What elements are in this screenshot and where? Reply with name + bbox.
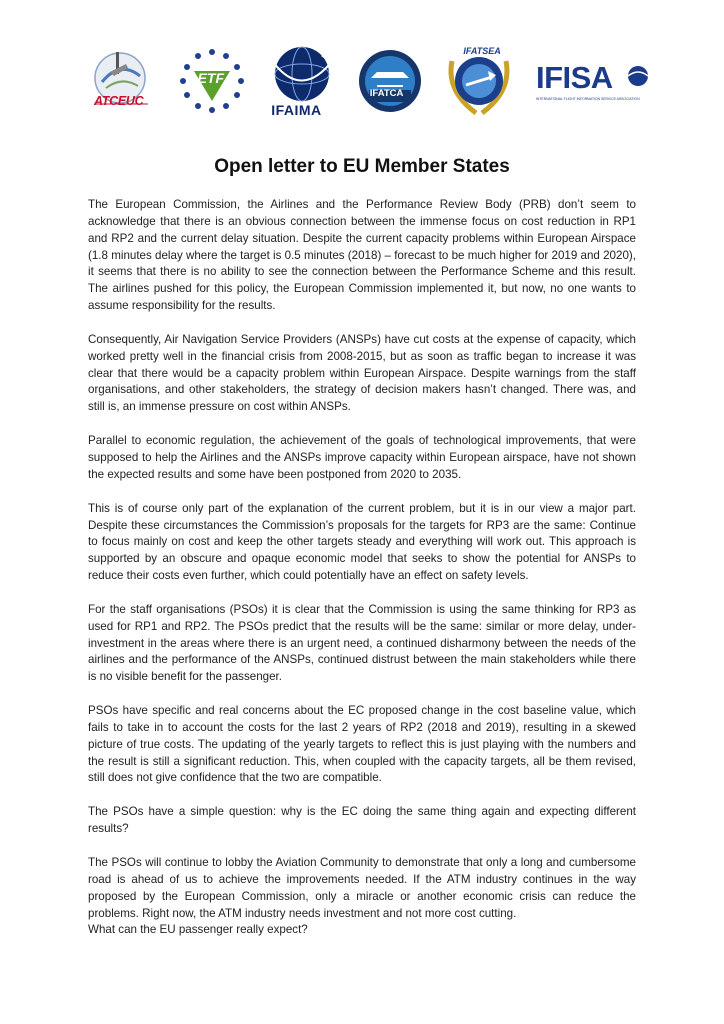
ifatca-logo bbox=[357, 42, 423, 120]
paragraph-6: PSOs have specific and real concerns about the EC proposed change in the cost baseline value, which fails to take in to account the costs for the last 2 years of RP2 (2018 and 2019), resulting in a skewed picture of true costs. The updating of the yearly targets to reflect this is just playing with the numbers and the result is still a significant reduction. This, when coupled with the capacity targets, all be them revised, still does not give confidence that the two are compatible. bbox=[88, 704, 636, 785]
atceuc-wordmark: ATCEUC bbox=[94, 94, 144, 108]
paragraph-1: The European Commission, the Airlines and the Performance Review Body (PRB) don’t seem to acknowledge that there is an obvious connection between the immense focus on cost reduction in RP1 and RP2 and the current delay situation. Despite the current capacity problems within European Airspace (1.8 minutes delay where the target is 0.5 minutes (2018) – forecast to be much higher for 2019 and 2020), it seems that there is no ability to see the connection between the Performance Scheme and this result. The airlines pushed for this policy, the European Commission implemented it, but now, no one wants to assume responsibility for the results. bbox=[88, 198, 636, 313]
atceuc-emblem-icon bbox=[88, 42, 158, 120]
etf-logo bbox=[176, 42, 248, 120]
ifaima-logo bbox=[265, 42, 339, 120]
paragraph-7: The PSOs have a simple question: why is the EC doing the same thing again and expecting different results? bbox=[88, 805, 636, 836]
page-title: Open letter to EU Member States bbox=[214, 156, 510, 177]
paragraph-9: What can the EU passenger really expect? bbox=[88, 923, 308, 937]
ifisa-globe-icon bbox=[626, 64, 650, 88]
paragraph-2: Consequently, Air Navigation Service Providers (ANSPs) have cut costs at the expense of capacity, which worked pretty well in the financial crisis from 2008-2015, but as soon as traffic began to increase it was clear that there would be a capacity problem within European Airspace. Despite warnings from the staff organisations, and other stakeholders, the strategy of decision makers hasn’t changed. There was, and still is, an immense pressure on cost within ANSPs. bbox=[88, 332, 636, 414]
ifisa-tagline: INTERNATIONAL FLIGHT INFORMATION SERVICE ASSOCIATION bbox=[535, 97, 640, 101]
logo-row bbox=[88, 40, 648, 122]
etf-wordmark: ETF bbox=[197, 70, 225, 86]
paragraph-5: For the staff organisations (PSOs) it is clear that the Commission is using the same thinking for RP3 as used for RP1 and RP2. The PSOs predict that the results will be the same: similar or more delay, under-investment in the areas where there is an urgent need, a continued disharmony between the needs of the airlines and the performance of the ANSPs, continued distrust between the main stakeholders while there is no visible benefit for the passenger. bbox=[88, 602, 636, 684]
ifisa-logo bbox=[536, 42, 648, 120]
atceuc-logo bbox=[88, 42, 158, 120]
letter-body bbox=[88, 197, 636, 956]
ifatsea-wordmark: IFATSEA bbox=[463, 46, 501, 56]
paragraph-4: This is of course only part of the explanation of the current problem, but it is in our view a major part. Despite these circumstances the Commission’s proposals for the targets for RP3 are the same: Continue to focus mainly on cost and keep the other targets steady and everything will work out. This approach is supported by an obscure and opaque economic model that seeks to show the potential for ANSPs to reduce their costs even further, which could potentially have an effect on safety levels. bbox=[88, 501, 636, 583]
ifatsea-logo bbox=[440, 42, 518, 120]
ifatca-seal-icon bbox=[357, 46, 423, 116]
ifatca-wordmark: IFATCA bbox=[369, 88, 404, 99]
paragraph-8: The PSOs will continue to lobby the Aviation Community to demonstrate that only a long and cumbersome road is ahead of us to achieve the improvements needed. If the ATM industry continues in the way proposed by the European Commission, only a miracle or another economic crisis can reduce the problems. Right now, the ATM industry needs investment and not more cost cutting. bbox=[88, 856, 636, 920]
ifisa-wordmark: IFISA bbox=[535, 60, 613, 95]
paragraph-3: Parallel to economic regulation, the achievement of the goals of technological improvements, that were supposed to help the Airlines and the ANSPs improve capacity within European airspace, have not shown the expected results and some have been postponed from 2020 to 2035. bbox=[88, 434, 636, 481]
ifaima-wordmark: IFAIMA bbox=[271, 102, 322, 118]
